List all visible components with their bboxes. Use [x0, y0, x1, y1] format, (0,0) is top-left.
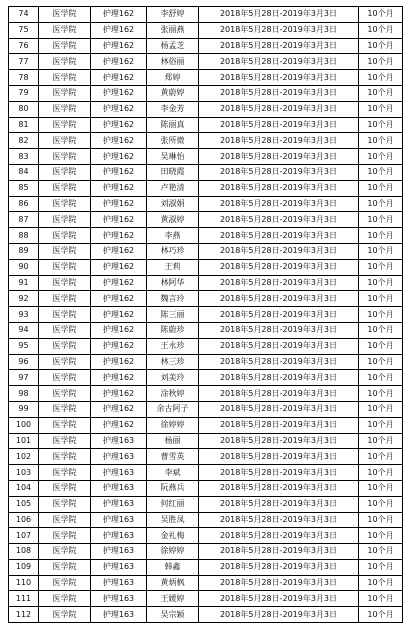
- student-name-cell: 卢艳清: [147, 180, 199, 196]
- table-row: [9, 243, 403, 259]
- class-cell: 护理162: [91, 38, 147, 54]
- class-cell: 护理163: [91, 465, 147, 481]
- class-cell: 护理163: [91, 544, 147, 560]
- table-row: [9, 275, 403, 291]
- roster-body: [9, 7, 403, 623]
- class-cell: 护理162: [91, 307, 147, 323]
- school-cell: 医学院: [39, 465, 91, 481]
- duration-cell: 10个月: [359, 512, 403, 528]
- student-name-cell: 林巧珍: [147, 243, 199, 259]
- school-cell: 医学院: [39, 338, 91, 354]
- student-name-cell: 李舒婷: [147, 7, 199, 23]
- school-cell: 医学院: [39, 228, 91, 244]
- class-cell: 护理163: [91, 480, 147, 496]
- student-name-cell: 杨丽: [147, 433, 199, 449]
- school-cell: 医学院: [39, 575, 91, 591]
- student-name-cell: 徐婷婷: [147, 417, 199, 433]
- duration-cell: 10个月: [359, 480, 403, 496]
- class-cell: 护理162: [91, 291, 147, 307]
- school-cell: 医学院: [39, 528, 91, 544]
- class-cell: 护理162: [91, 133, 147, 149]
- period-cell: 2018年5月28日-2019年3月3日: [199, 354, 359, 370]
- duration-cell: 10个月: [359, 591, 403, 607]
- duration-cell: 10个月: [359, 354, 403, 370]
- period-cell: 2018年5月28日-2019年3月3日: [199, 149, 359, 165]
- period-cell: 2018年5月28日-2019年3月3日: [199, 607, 359, 623]
- row-number-cell: 112: [9, 607, 39, 623]
- table-row: [9, 70, 403, 86]
- table-row: [9, 307, 403, 323]
- table-row: [9, 85, 403, 101]
- school-cell: 医学院: [39, 401, 91, 417]
- school-cell: 医学院: [39, 196, 91, 212]
- student-name-cell: 黄炳枫: [147, 575, 199, 591]
- duration-cell: 10个月: [359, 275, 403, 291]
- student-name-cell: 王媛婷: [147, 591, 199, 607]
- school-cell: 医学院: [39, 133, 91, 149]
- class-cell: 护理163: [91, 433, 147, 449]
- class-cell: 护理163: [91, 496, 147, 512]
- period-cell: 2018年5月28日-2019年3月3日: [199, 496, 359, 512]
- student-name-cell: 林三珍: [147, 354, 199, 370]
- table-row: [9, 544, 403, 560]
- class-cell: 护理163: [91, 528, 147, 544]
- period-cell: 2018年5月28日-2019年3月3日: [199, 559, 359, 575]
- period-cell: 2018年5月28日-2019年3月3日: [199, 85, 359, 101]
- duration-cell: 10个月: [359, 401, 403, 417]
- period-cell: 2018年5月28日-2019年3月3日: [199, 417, 359, 433]
- period-cell: 2018年5月28日-2019年3月3日: [199, 243, 359, 259]
- student-name-cell: 黄淑婷: [147, 212, 199, 228]
- table-row: [9, 338, 403, 354]
- duration-cell: 10个月: [359, 528, 403, 544]
- student-name-cell: 徐婷婷: [147, 544, 199, 560]
- student-name-cell: 刘美玲: [147, 370, 199, 386]
- school-cell: 医学院: [39, 275, 91, 291]
- row-number-cell: 78: [9, 70, 39, 86]
- period-cell: 2018年5月28日-2019年3月3日: [199, 528, 359, 544]
- period-cell: 2018年5月28日-2019年3月3日: [199, 433, 359, 449]
- period-cell: 2018年5月28日-2019年3月3日: [199, 117, 359, 133]
- table-row: [9, 559, 403, 575]
- school-cell: 医学院: [39, 149, 91, 165]
- period-cell: 2018年5月28日-2019年3月3日: [199, 544, 359, 560]
- duration-cell: 10个月: [359, 7, 403, 23]
- class-cell: 护理163: [91, 591, 147, 607]
- student-name-cell: 魏言玲: [147, 291, 199, 307]
- student-name-cell: 王永珍: [147, 338, 199, 354]
- row-number-cell: 96: [9, 354, 39, 370]
- class-cell: 护理162: [91, 149, 147, 165]
- table-row: [9, 496, 403, 512]
- row-number-cell: 104: [9, 480, 39, 496]
- duration-cell: 10个月: [359, 370, 403, 386]
- period-cell: 2018年5月28日-2019年3月3日: [199, 307, 359, 323]
- table-row: [9, 133, 403, 149]
- school-cell: 医学院: [39, 22, 91, 38]
- student-name-cell: 田晓霞: [147, 164, 199, 180]
- period-cell: 2018年5月28日-2019年3月3日: [199, 465, 359, 481]
- school-cell: 医学院: [39, 544, 91, 560]
- table-row: [9, 575, 403, 591]
- row-number-cell: 82: [9, 133, 39, 149]
- period-cell: 2018年5月28日-2019年3月3日: [199, 338, 359, 354]
- row-number-cell: 92: [9, 291, 39, 307]
- class-cell: 护理162: [91, 417, 147, 433]
- period-cell: 2018年5月28日-2019年3月3日: [199, 322, 359, 338]
- row-number-cell: 91: [9, 275, 39, 291]
- period-cell: 2018年5月28日-2019年3月3日: [199, 291, 359, 307]
- table-row: [9, 101, 403, 117]
- duration-cell: 10个月: [359, 149, 403, 165]
- row-number-cell: 74: [9, 7, 39, 23]
- table-row: [9, 228, 403, 244]
- period-cell: 2018年5月28日-2019年3月3日: [199, 386, 359, 402]
- duration-cell: 10个月: [359, 117, 403, 133]
- school-cell: 医学院: [39, 70, 91, 86]
- school-cell: 医学院: [39, 386, 91, 402]
- row-number-cell: 103: [9, 465, 39, 481]
- student-name-cell: 吴宗颖: [147, 607, 199, 623]
- period-cell: 2018年5月28日-2019年3月3日: [199, 591, 359, 607]
- school-cell: 医学院: [39, 591, 91, 607]
- row-number-cell: 102: [9, 449, 39, 465]
- row-number-cell: 83: [9, 149, 39, 165]
- table-row: [9, 528, 403, 544]
- table-row: [9, 149, 403, 165]
- row-number-cell: 90: [9, 259, 39, 275]
- class-cell: 护理162: [91, 7, 147, 23]
- duration-cell: 10个月: [359, 243, 403, 259]
- student-name-cell: 曹雪英: [147, 449, 199, 465]
- class-cell: 护理163: [91, 449, 147, 465]
- row-number-cell: 97: [9, 370, 39, 386]
- school-cell: 医学院: [39, 417, 91, 433]
- school-cell: 医学院: [39, 164, 91, 180]
- student-name-cell: 郑婷: [147, 70, 199, 86]
- row-number-cell: 99: [9, 401, 39, 417]
- period-cell: 2018年5月28日-2019年3月3日: [199, 101, 359, 117]
- school-cell: 医学院: [39, 433, 91, 449]
- table-row: [9, 54, 403, 70]
- student-name-cell: 杨孟芝: [147, 38, 199, 54]
- period-cell: 2018年5月28日-2019年3月3日: [199, 512, 359, 528]
- class-cell: 护理162: [91, 164, 147, 180]
- row-number-cell: 75: [9, 22, 39, 38]
- duration-cell: 10个月: [359, 496, 403, 512]
- class-cell: 护理162: [91, 322, 147, 338]
- duration-cell: 10个月: [359, 54, 403, 70]
- period-cell: 2018年5月28日-2019年3月3日: [199, 196, 359, 212]
- table-row: [9, 607, 403, 623]
- table-row: [9, 449, 403, 465]
- row-number-cell: 87: [9, 212, 39, 228]
- school-cell: 医学院: [39, 480, 91, 496]
- class-cell: 护理162: [91, 180, 147, 196]
- period-cell: 2018年5月28日-2019年3月3日: [199, 22, 359, 38]
- period-cell: 2018年5月28日-2019年3月3日: [199, 449, 359, 465]
- row-number-cell: 93: [9, 307, 39, 323]
- student-name-cell: 李金芳: [147, 101, 199, 117]
- duration-cell: 10个月: [359, 228, 403, 244]
- row-number-cell: 98: [9, 386, 39, 402]
- student-name-cell: 余古阿子: [147, 401, 199, 417]
- duration-cell: 10个月: [359, 386, 403, 402]
- student-name-cell: 吴琳怡: [147, 149, 199, 165]
- table-row: [9, 465, 403, 481]
- student-name-cell: 张所微: [147, 133, 199, 149]
- table-row: [9, 386, 403, 402]
- period-cell: 2018年5月28日-2019年3月3日: [199, 180, 359, 196]
- class-cell: 护理162: [91, 70, 147, 86]
- student-name-cell: 李燕: [147, 228, 199, 244]
- row-number-cell: 76: [9, 38, 39, 54]
- school-cell: 医学院: [39, 512, 91, 528]
- school-cell: 医学院: [39, 449, 91, 465]
- duration-cell: 10个月: [359, 465, 403, 481]
- duration-cell: 10个月: [359, 180, 403, 196]
- class-cell: 护理162: [91, 275, 147, 291]
- period-cell: 2018年5月28日-2019年3月3日: [199, 228, 359, 244]
- row-number-cell: 94: [9, 322, 39, 338]
- row-number-cell: 105: [9, 496, 39, 512]
- class-cell: 护理162: [91, 338, 147, 354]
- table-row: [9, 180, 403, 196]
- student-name-cell: 张丽燕: [147, 22, 199, 38]
- student-name-cell: 阮燕兵: [147, 480, 199, 496]
- duration-cell: 10个月: [359, 322, 403, 338]
- school-cell: 医学院: [39, 354, 91, 370]
- period-cell: 2018年5月28日-2019年3月3日: [199, 575, 359, 591]
- school-cell: 医学院: [39, 370, 91, 386]
- duration-cell: 10个月: [359, 38, 403, 54]
- table-row: [9, 117, 403, 133]
- table-row: [9, 354, 403, 370]
- duration-cell: 10个月: [359, 449, 403, 465]
- class-cell: 护理162: [91, 386, 147, 402]
- school-cell: 医学院: [39, 559, 91, 575]
- class-cell: 护理163: [91, 559, 147, 575]
- student-name-cell: 陈丽真: [147, 117, 199, 133]
- duration-cell: 10个月: [359, 212, 403, 228]
- table-row: [9, 7, 403, 23]
- table-row: [9, 433, 403, 449]
- duration-cell: 10个月: [359, 291, 403, 307]
- table-row: [9, 38, 403, 54]
- student-name-cell: 黄蔚婷: [147, 85, 199, 101]
- school-cell: 医学院: [39, 85, 91, 101]
- school-cell: 医学院: [39, 54, 91, 70]
- student-name-cell: 陈三丽: [147, 307, 199, 323]
- school-cell: 医学院: [39, 7, 91, 23]
- period-cell: 2018年5月28日-2019年3月3日: [199, 275, 359, 291]
- student-name-cell: 涂秋婷: [147, 386, 199, 402]
- period-cell: 2018年5月28日-2019年3月3日: [199, 7, 359, 23]
- duration-cell: 10个月: [359, 70, 403, 86]
- period-cell: 2018年5月28日-2019年3月3日: [199, 370, 359, 386]
- class-cell: 护理162: [91, 354, 147, 370]
- row-number-cell: 81: [9, 117, 39, 133]
- duration-cell: 10个月: [359, 164, 403, 180]
- row-number-cell: 95: [9, 338, 39, 354]
- table-row: [9, 196, 403, 212]
- duration-cell: 10个月: [359, 544, 403, 560]
- duration-cell: 10个月: [359, 101, 403, 117]
- school-cell: 医学院: [39, 607, 91, 623]
- class-cell: 护理163: [91, 512, 147, 528]
- row-number-cell: 86: [9, 196, 39, 212]
- row-number-cell: 89: [9, 243, 39, 259]
- table-row: [9, 401, 403, 417]
- class-cell: 护理162: [91, 54, 147, 70]
- row-number-cell: 77: [9, 54, 39, 70]
- class-cell: 护理163: [91, 575, 147, 591]
- school-cell: 医学院: [39, 496, 91, 512]
- student-name-cell: 林阿华: [147, 275, 199, 291]
- duration-cell: 10个月: [359, 307, 403, 323]
- student-name-cell: 林俗丽: [147, 54, 199, 70]
- table-row: [9, 164, 403, 180]
- table-row: [9, 370, 403, 386]
- student-name-cell: 金礼梅: [147, 528, 199, 544]
- table-row: [9, 512, 403, 528]
- row-number-cell: 100: [9, 417, 39, 433]
- student-name-cell: 陈蔚珍: [147, 322, 199, 338]
- period-cell: 2018年5月28日-2019年3月3日: [199, 259, 359, 275]
- row-number-cell: 106: [9, 512, 39, 528]
- period-cell: 2018年5月28日-2019年3月3日: [199, 212, 359, 228]
- period-cell: 2018年5月28日-2019年3月3日: [199, 164, 359, 180]
- period-cell: 2018年5月28日-2019年3月3日: [199, 54, 359, 70]
- class-cell: 护理162: [91, 401, 147, 417]
- row-number-cell: 107: [9, 528, 39, 544]
- school-cell: 医学院: [39, 291, 91, 307]
- class-cell: 护理162: [91, 101, 147, 117]
- student-name-cell: 吴胜凤: [147, 512, 199, 528]
- table-row: [9, 291, 403, 307]
- period-cell: 2018年5月28日-2019年3月3日: [199, 38, 359, 54]
- table-row: [9, 259, 403, 275]
- school-cell: 医学院: [39, 259, 91, 275]
- school-cell: 医学院: [39, 117, 91, 133]
- duration-cell: 10个月: [359, 433, 403, 449]
- class-cell: 护理162: [91, 117, 147, 133]
- school-cell: 医学院: [39, 307, 91, 323]
- student-name-cell: 刘淑娟: [147, 196, 199, 212]
- duration-cell: 10个月: [359, 607, 403, 623]
- table-row: [9, 322, 403, 338]
- school-cell: 医学院: [39, 212, 91, 228]
- table-row: [9, 22, 403, 38]
- table-row: [9, 212, 403, 228]
- duration-cell: 10个月: [359, 259, 403, 275]
- row-number-cell: 84: [9, 164, 39, 180]
- row-number-cell: 80: [9, 101, 39, 117]
- student-name-cell: 李斌: [147, 465, 199, 481]
- table-row: [9, 591, 403, 607]
- row-number-cell: 85: [9, 180, 39, 196]
- school-cell: 医学院: [39, 322, 91, 338]
- period-cell: 2018年5月28日-2019年3月3日: [199, 480, 359, 496]
- row-number-cell: 101: [9, 433, 39, 449]
- row-number-cell: 110: [9, 575, 39, 591]
- student-name-cell: 何红丽: [147, 496, 199, 512]
- period-cell: 2018年5月28日-2019年3月3日: [199, 133, 359, 149]
- row-number-cell: 109: [9, 559, 39, 575]
- class-cell: 护理162: [91, 243, 147, 259]
- class-cell: 护理162: [91, 196, 147, 212]
- class-cell: 护理162: [91, 22, 147, 38]
- class-cell: 护理162: [91, 259, 147, 275]
- duration-cell: 10个月: [359, 575, 403, 591]
- row-number-cell: 79: [9, 85, 39, 101]
- school-cell: 医学院: [39, 180, 91, 196]
- class-cell: 护理163: [91, 607, 147, 623]
- duration-cell: 10个月: [359, 417, 403, 433]
- class-cell: 护理162: [91, 212, 147, 228]
- duration-cell: 10个月: [359, 338, 403, 354]
- class-cell: 护理162: [91, 228, 147, 244]
- table-row: [9, 480, 403, 496]
- class-cell: 护理162: [91, 85, 147, 101]
- school-cell: 医学院: [39, 243, 91, 259]
- row-number-cell: 108: [9, 544, 39, 560]
- school-cell: 医学院: [39, 38, 91, 54]
- period-cell: 2018年5月28日-2019年3月3日: [199, 70, 359, 86]
- student-name-cell: 王莉: [147, 259, 199, 275]
- duration-cell: 10个月: [359, 85, 403, 101]
- period-cell: 2018年5月28日-2019年3月3日: [199, 401, 359, 417]
- class-cell: 护理162: [91, 370, 147, 386]
- duration-cell: 10个月: [359, 22, 403, 38]
- duration-cell: 10个月: [359, 133, 403, 149]
- duration-cell: 10个月: [359, 196, 403, 212]
- duration-cell: 10个月: [359, 559, 403, 575]
- row-number-cell: 88: [9, 228, 39, 244]
- table-row: [9, 417, 403, 433]
- student-name-cell: 韩鑫: [147, 559, 199, 575]
- row-number-cell: 111: [9, 591, 39, 607]
- roster-table: [8, 6, 403, 623]
- school-cell: 医学院: [39, 101, 91, 117]
